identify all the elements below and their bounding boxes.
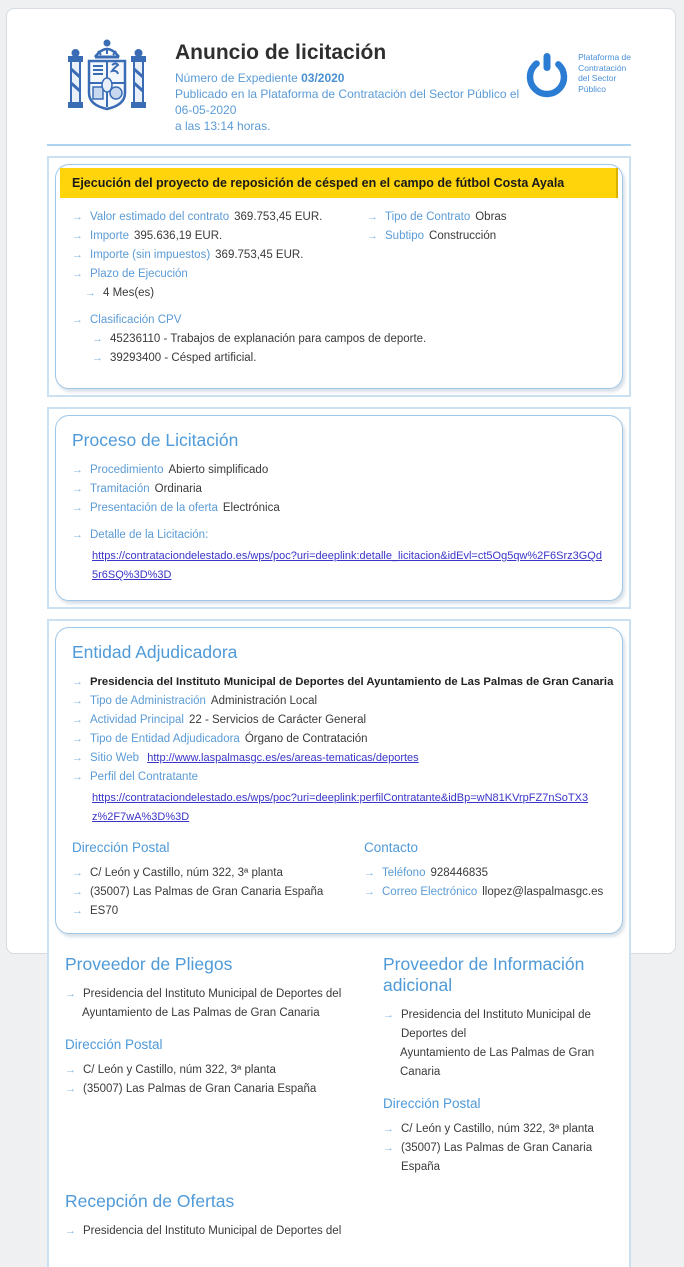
section-proceso-licitacion [47,407,631,609]
cpv-item [72,349,606,368]
field-label: Actividad Principal [90,714,184,726]
field-label: Perfil del Contratante [90,771,199,783]
arrow-icon: → [72,695,83,707]
address-line [72,902,364,921]
address-text: (35007) Las Palmas de Gran Canaria España [401,1142,593,1173]
recepcion-ofertas-block [55,1191,623,1241]
field-label: Plazo de Ejecución [90,268,188,280]
arrow-icon: → [72,249,83,261]
field-label: Teléfono [382,867,426,879]
field-tipo-entidad [72,730,606,749]
section-heading-proveedor-info: Proveedor de Información adicional [383,954,585,995]
address-text: ES70 [90,905,119,917]
address-line [383,1120,613,1139]
arrow-icon: → [72,230,83,242]
arrow-icon: → [383,1009,394,1021]
platform-logo-text [578,52,631,94]
sitio-web-link[interactable]: http://www.laspalmasgc.es/es/areas-tematicas/deportes [147,752,419,764]
address-line [72,883,364,902]
address-text: (35007) Las Palmas de Gran Canaria España [83,1083,317,1095]
address-text: C/ León y Castillo, núm 322, 3ª planta [90,867,283,879]
spain-coat-of-arms-logo [65,39,149,124]
field-label: Tramitación [90,483,150,495]
field-value: Obras [475,211,507,223]
platform-text-line: Público [578,83,606,94]
subheading-contacto: Contacto [364,840,419,855]
address-text: C/ León y Castillo, núm 322, 3ª planta [83,1064,276,1076]
arrow-icon: → [72,464,83,476]
power-icon [522,49,572,101]
field-value: 395.636,19 EUR. [134,230,223,242]
arrow-icon: → [65,1064,76,1076]
section-entidad-adjudicadora [47,619,631,1267]
arrow-icon: → [92,352,103,364]
field-value: Administración Local [210,695,318,707]
arrow-icon: → [72,502,83,514]
arrow-icon: → [367,211,378,223]
contract-title-banner: Ejecución del proyecto de reposición de césped en el campo de fútbol Costa Ayala [60,168,618,198]
provider-name-text: Ayuntamiento de Las Palmas de Gran Canaria [82,1007,320,1019]
arrow-icon: → [72,752,83,764]
provider-name-text: Ayuntamiento de Las Palmas de Gran Canaria [400,1047,595,1078]
arrow-icon: → [383,1123,394,1135]
arrow-icon: → [65,988,76,1000]
arrow-icon: → [72,483,83,495]
field-value: 4 Mes(es) [103,287,155,299]
field-label: Importe [90,230,129,242]
page-title: Anuncio de licitación [175,41,387,64]
expediente-label: Número de Expediente [175,71,298,85]
field-label: Presentación de la oferta [90,502,218,514]
expediente-line [175,70,522,86]
field-procedimiento [72,461,606,480]
proveedor-pliegos-name-2 [65,1004,377,1023]
field-value: 369.753,45 EUR. [215,249,304,261]
address-text: C/ León y Castillo, núm 322, 3ª planta [401,1123,594,1135]
provider-name-text: Presidencia del Instituto Municipal de Deportes del [401,1009,591,1040]
expediente-value: 03/2020 [301,71,345,85]
arrow-icon: → [383,1142,394,1154]
arrow-icon: → [85,287,96,299]
field-correo-electronico [364,883,606,902]
licitacion-detail-link[interactable]: https://contrataciondelestado.es/wps/poc?uri=deeplink:detalle_licitacion&idEvl=ct5Og5qw%2F6Srz3GQd5r6SQ%3D%3D [92,550,602,581]
entity-name: Presidencia del Instituto Municipal de Deportes del Ayuntamiento de Las Palmas de Gran Canaria [90,676,614,688]
provider-name-text: Presidencia del Instituto Municipal de Deportes del [83,1225,342,1237]
perfil-link-line [72,788,606,826]
proveedor-info-name [383,1006,613,1044]
subheading-direccion-postal: Dirección Postal [72,840,170,855]
platform-text-line: Plataforma de [578,52,631,62]
cpv-item-text: 45236110 - Trabajos de explanación para campos de deporte. [110,333,427,345]
proveedor-pliegos-column [65,950,377,1177]
field-value: Electrónica [222,502,280,514]
field-tipo-administracion [72,692,606,711]
arrow-icon: → [72,867,83,879]
contract-left-column [72,208,367,303]
section-heading-proceso: Proceso de Licitación [72,430,239,450]
field-plazo-ejecucion [72,265,367,284]
field-label: Tipo de Administración [90,695,206,707]
field-value: 22 - Servicios de Carácter General [188,714,367,726]
field-label: Subtipo [385,230,425,242]
proveedor-pliegos-name [65,985,377,1004]
field-label: Importe (sin impuestos) [90,249,211,261]
cpv-item-text: 39293400 - Césped artificial. [110,352,257,364]
address-line [65,1061,377,1080]
address-line [65,1080,377,1099]
field-sitio-web [72,749,606,768]
arrow-icon: → [364,867,375,879]
field-label: Detalle de la Licitación: [90,529,209,541]
field-subtipo [367,227,606,246]
field-label: Valor estimado del contrato [90,211,230,223]
provider-name-text: Presidencia del Instituto Municipal de Deportes del [83,988,342,1000]
arrow-icon: → [72,211,83,223]
field-label: Procedimiento [90,464,164,476]
address-line [72,864,364,883]
published-line-2: a las 13:14 horas. [175,119,271,133]
field-importe [72,227,367,246]
arrow-icon: → [367,230,378,242]
arrow-icon: → [72,314,83,326]
field-actividad-principal [72,711,606,730]
arrow-icon: → [72,529,83,541]
arrow-icon: → [72,905,83,917]
header [47,9,631,134]
field-perfil-contratante [72,768,606,787]
field-presentacion-oferta [72,499,606,518]
field-label: Correo Electrónico [382,886,478,898]
proveedor-info-column [383,950,613,1177]
detalle-link-line [72,546,606,584]
field-importe-sin-impuestos [72,246,367,265]
arrow-icon: → [364,886,375,898]
section-heading-proveedor-pliegos: Proveedor de Pliegos [65,954,233,974]
field-value: llopez@laspalmasgc.es [482,886,604,898]
section-contract [47,156,631,397]
arrow-icon: → [72,886,83,898]
field-label: Clasificación CPV [90,314,182,326]
arrow-icon: → [72,268,83,280]
field-value: 369.753,45 EUR. [234,211,323,223]
proveedor-info-name-2 [383,1044,613,1082]
field-clasificacion-cpv [72,311,606,330]
address-line [383,1139,613,1177]
field-tramitacion [72,480,606,499]
field-valor-estimado [72,208,367,227]
field-plazo-value [72,284,367,303]
field-label: Tipo de Entidad Adjudicadora [90,733,240,745]
field-label: Sitio Web [90,752,140,764]
arrow-icon: → [72,714,83,726]
header-divider [47,144,631,146]
entity-name-row [72,673,614,692]
field-value: Construcción [429,230,497,242]
title-block [175,39,522,134]
section-heading-recepcion: Recepción de Ofertas [65,1191,235,1211]
recepcion-name [65,1222,613,1241]
field-telefono [364,864,606,883]
arrow-icon: → [65,1083,76,1095]
document-page [6,8,676,1237]
field-label: Tipo de Contrato [385,211,471,223]
section-heading-entidad: Entidad Adjudicadora [72,642,238,662]
arrow-icon: → [92,333,103,345]
entidad-contacto-column [364,826,606,921]
field-value: 928446835 [430,867,489,879]
entidad-direccion-column [72,826,364,921]
platform-logo [522,49,631,101]
field-value: Abierto simplificado [168,464,269,476]
subheading-direccion-postal: Dirección Postal [65,1037,163,1052]
published-line-1: Publicado en la Plataforma de Contratación del Sector Público el 06-05-2020 [175,87,520,117]
arrow-icon: → [72,733,83,745]
perfil-contratante-link[interactable]: https://contrataciondelestado.es/wps/poc?uri=deeplink:perfilContratante&idBp=wN81KVrpFZ7nSoTX3 z%2F7wA%3D%3D [92,792,589,823]
arrow-icon: → [72,771,83,783]
platform-text-line: del Sector [578,73,617,83]
address-text: (35007) Las Palmas de Gran Canaria España [90,886,324,898]
subheading-direccion-postal: Dirección Postal [383,1096,481,1111]
platform-text-line: Contratación [578,62,627,73]
arrow-icon: → [72,676,83,688]
contract-right-column [367,208,606,303]
field-value: Órgano de Contratación [244,733,368,745]
field-detalle-licitacion [72,526,606,545]
arrow-icon: → [65,1225,76,1237]
field-value: Ordinaria [154,483,202,495]
cpv-item [72,330,606,349]
field-tipo-contrato [367,208,606,227]
